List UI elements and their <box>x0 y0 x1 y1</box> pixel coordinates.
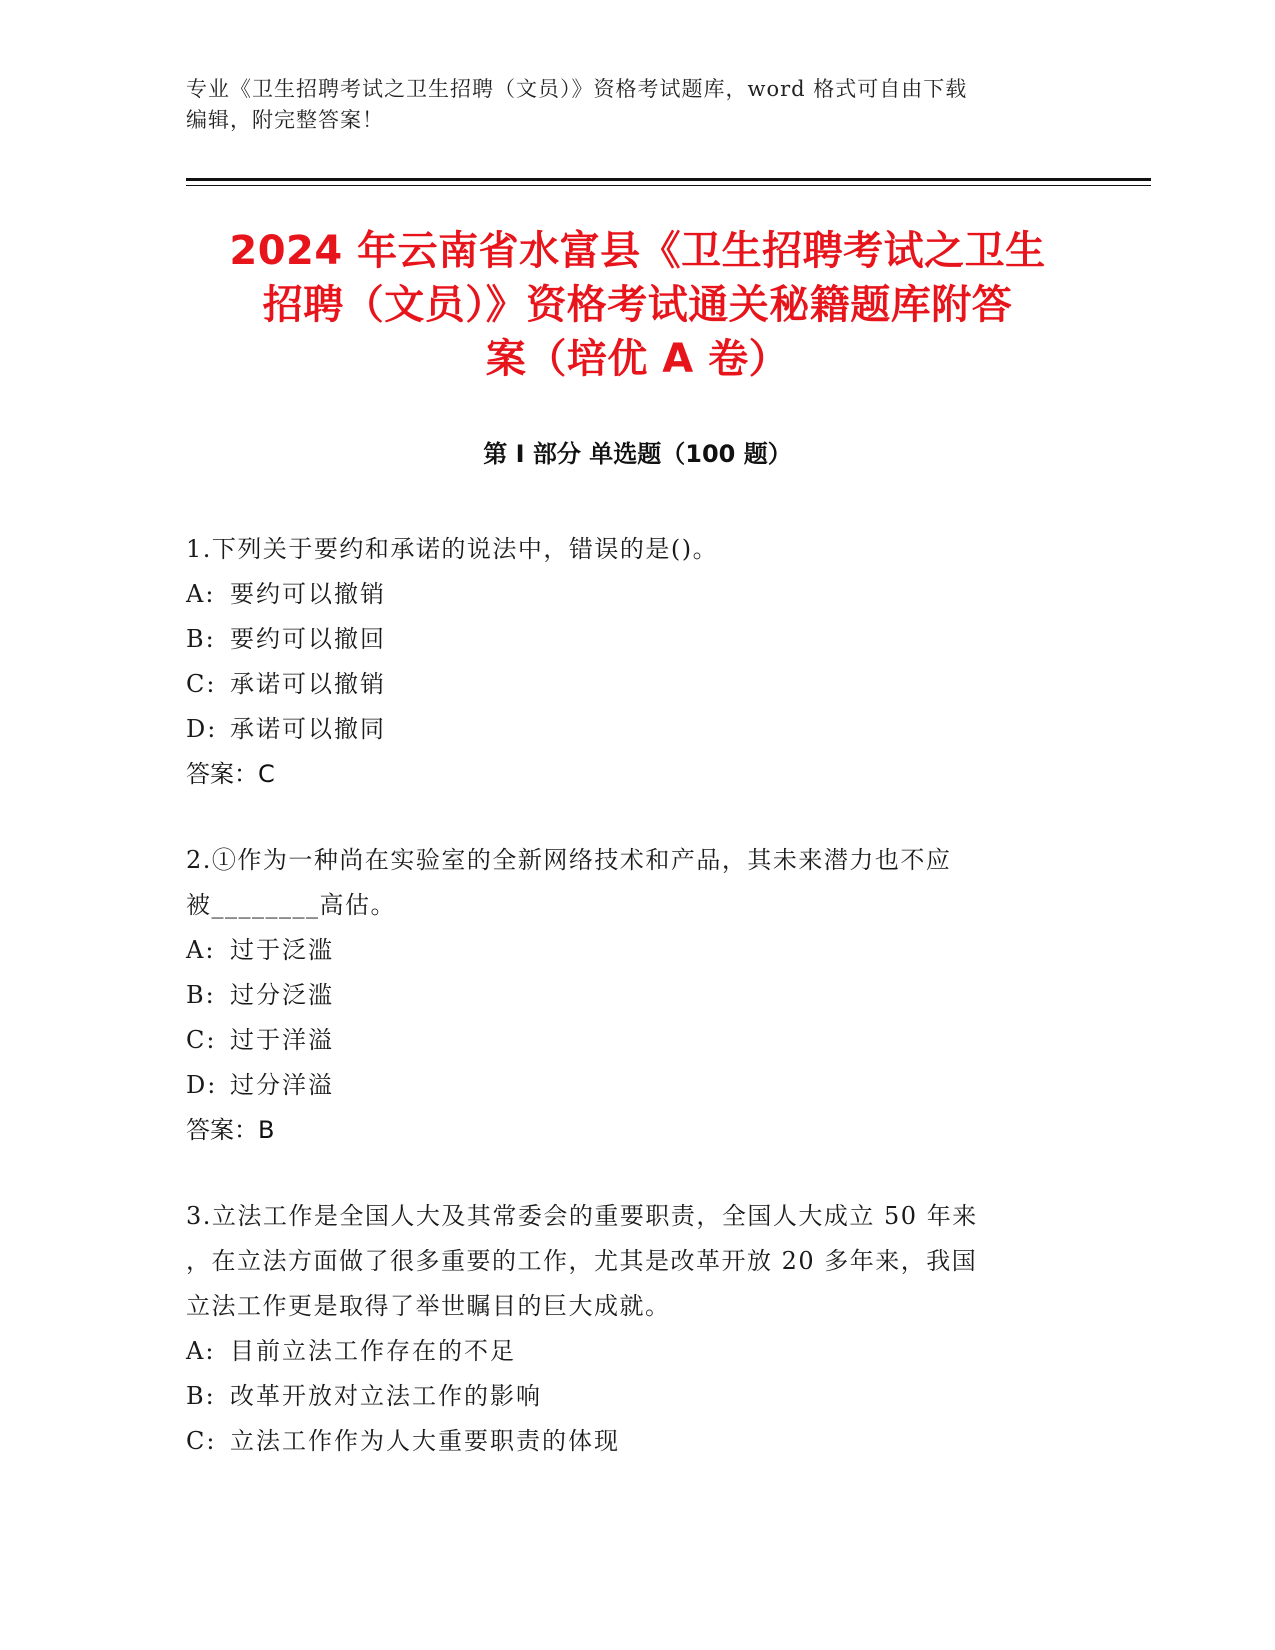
option-key: C: <box>186 670 217 698</box>
option-text: 过于泛滥 <box>230 936 334 964</box>
option-key: B: <box>186 1382 216 1410</box>
answer: 答案：B <box>186 1116 275 1144</box>
option-key: C: <box>186 1026 217 1054</box>
option-a <box>186 928 1086 973</box>
question-stem: 1.下列关于要约和承诺的说法中，错误的是()。 <box>186 535 719 563</box>
option-d <box>186 1063 1086 1108</box>
option-text: 过分泛滥 <box>230 981 334 1009</box>
header-note-line-2: 编辑，附完整答案！ <box>186 108 384 132</box>
option-text: 过于洋溢 <box>230 1026 334 1054</box>
document-title-line-1: 2024 年云南省水富县《卫生招聘考试之卫生 <box>229 228 1046 274</box>
option-b <box>186 973 1086 1018</box>
option-key: A: <box>186 936 216 964</box>
option-text: 过分洋溢 <box>230 1071 334 1099</box>
question-stem-line-2: 被________高估。 <box>186 891 396 919</box>
option-text: 承诺可以撤销 <box>230 670 386 698</box>
option-text: 目前立法工作存在的不足 <box>230 1337 516 1365</box>
answer: 答案：C <box>186 760 275 788</box>
option-c <box>186 1018 1086 1063</box>
header-note <box>186 74 1086 136</box>
question-stem-line-2: ，在立法方面做了很多重要的工作，尤其是改革开放 20 多年来，我国 <box>186 1247 978 1275</box>
option-text: 要约可以撤销 <box>230 580 386 608</box>
header-rule-thick <box>186 178 1151 181</box>
option-text: 要约可以撤回 <box>230 625 386 653</box>
option-key: C: <box>186 1427 217 1455</box>
option-key: A: <box>186 580 216 608</box>
option-c <box>186 1419 1086 1464</box>
question-stem-line-1: 2.①作为一种尚在实验室的全新网络技术和产品，其未来潜力也不应 <box>186 846 952 874</box>
option-key: A: <box>186 1337 216 1365</box>
question-stem-line-1: 3.立法工作是全国人大及其常委会的重要职责，全国人大成立 50 年来 <box>186 1202 978 1230</box>
option-a <box>186 1329 1086 1374</box>
document-title <box>150 224 1125 386</box>
option-key: B: <box>186 981 216 1009</box>
header-note-line-1: 专业《卫生招聘考试之卫生招聘（文员）》资格考试题库，word 格式可自由下载 <box>186 77 968 101</box>
option-a <box>186 572 1086 617</box>
option-text: 改革开放对立法工作的影响 <box>230 1382 542 1410</box>
option-b <box>186 617 1086 662</box>
header-rule-thin <box>186 185 1151 186</box>
option-b <box>186 1374 1086 1419</box>
question-2 <box>186 838 1086 1153</box>
option-key: D: <box>186 715 218 743</box>
option-c <box>186 662 1086 707</box>
option-text: 承诺可以撤同 <box>230 715 386 743</box>
document-title-line-2: 招聘（文员）》资格考试通关秘籍题库附答 <box>262 282 1013 328</box>
section-title: 第 I 部分 单选题（100 题） <box>483 440 792 468</box>
question-stem-line-3: 立法工作更是取得了举世瞩目的巨大成就。 <box>186 1292 671 1320</box>
option-text: 立法工作作为人大重要职责的体现 <box>230 1427 620 1455</box>
question-list <box>186 527 1086 1505</box>
question-3 <box>186 1194 1086 1464</box>
document-title-line-3: 案（培优 A 卷） <box>485 336 790 382</box>
question-1 <box>186 527 1086 797</box>
option-key: D: <box>186 1071 218 1099</box>
option-d <box>186 707 1086 752</box>
option-key: B: <box>186 625 216 653</box>
